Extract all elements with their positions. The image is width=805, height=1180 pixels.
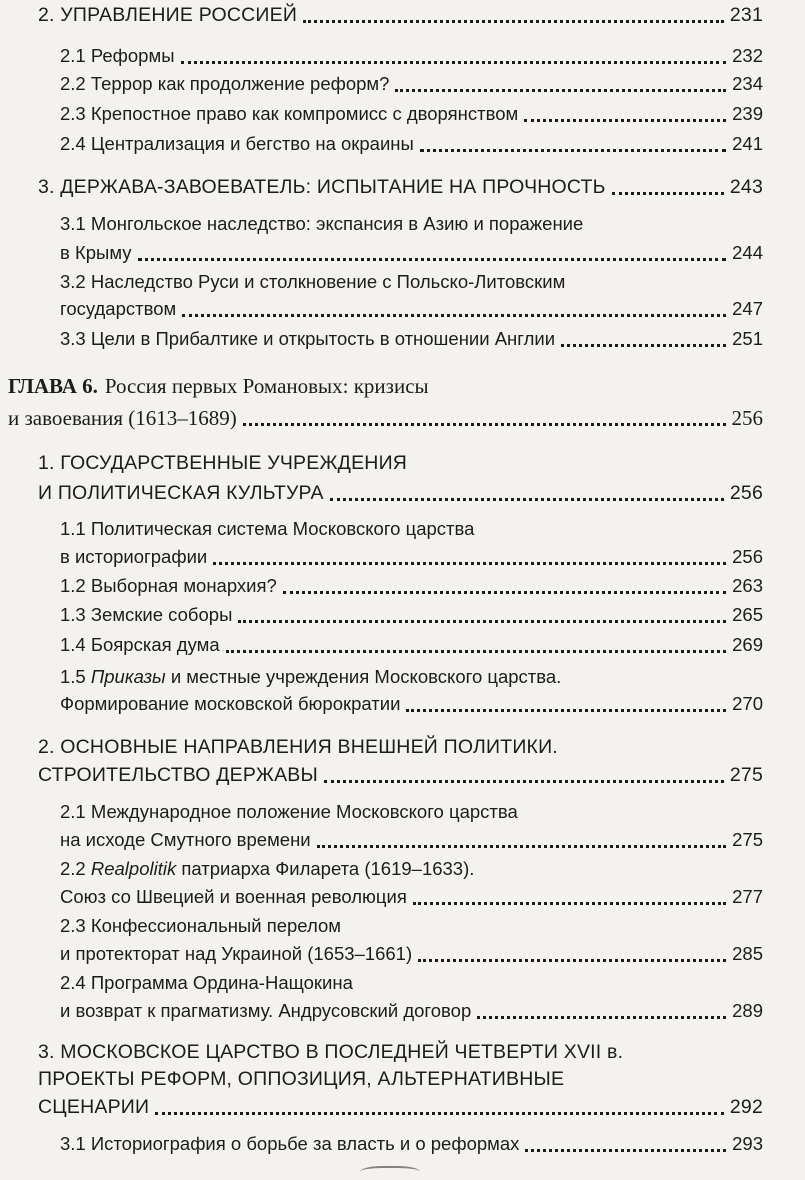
toc-entry-title: и местные учреждения Московского царства.	[165, 666, 562, 687]
leader-dots	[303, 20, 724, 23]
toc-entry-subsection-line1[interactable]	[60, 858, 763, 880]
toc-page-number: 256	[731, 406, 763, 430]
toc-entry-title-cont: Формирование московской бюрократии	[60, 693, 401, 714]
toc-entry-subsection[interactable]	[60, 1000, 763, 1022]
leader-dots	[418, 959, 726, 962]
toc-page-number: 293	[732, 1133, 763, 1154]
toc-entry-subsection[interactable]	[60, 575, 763, 597]
toc-page-number: 251	[732, 328, 763, 349]
chapter-title-cont: и завоевания (1613–1689)	[8, 406, 237, 430]
toc-entry-section[interactable]	[38, 764, 763, 787]
toc-entry-title-cont: Союз со Швецией и военная революция	[60, 886, 407, 907]
toc-entry-subsection[interactable]	[60, 886, 763, 908]
leader-dots	[243, 423, 726, 426]
toc-entry-subsection[interactable]	[60, 242, 763, 264]
toc-page-number: 244	[732, 242, 763, 263]
leader-dots	[395, 89, 726, 92]
toc-entry-section[interactable]	[38, 482, 763, 505]
toc-page-number: 234	[732, 73, 763, 94]
leader-dots	[182, 314, 726, 317]
toc-entry-subsection[interactable]	[60, 829, 763, 851]
toc-entry-title: 1.1 Политическая система Московского царства	[60, 518, 475, 539]
toc-page-number: 239	[732, 103, 763, 124]
toc-page-number: 269	[732, 634, 763, 655]
toc-entry-subsection[interactable]	[60, 546, 763, 568]
toc-page-number: 270	[732, 693, 763, 714]
leader-dots	[283, 591, 726, 594]
toc-entry-title: 3. МОСКОВСКОЕ ЦАРСТВО В ПОСЛЕДНЕЙ ЧЕТВЕРТИ XVII в.	[38, 1041, 624, 1063]
toc-entry-title: 2.2 Террор как продолжение реформ?	[60, 73, 390, 94]
toc-entry-title: 2.4 Программа Ордина-Нащокина	[60, 972, 353, 993]
leader-dots	[525, 1149, 726, 1152]
toc-entry-subsection[interactable]	[60, 298, 763, 320]
leader-dots	[317, 845, 726, 848]
leader-dots	[477, 1016, 726, 1019]
toc-entry-title-cont: государством	[60, 298, 177, 319]
toc-entry-title: 2.1 Международное положение Московского царства	[60, 801, 518, 822]
leader-dots	[406, 709, 726, 712]
toc-page-number: 265	[732, 604, 763, 625]
toc-entry-title: 1.3 Земские соборы	[60, 604, 233, 625]
toc-page-number: 232	[732, 45, 763, 66]
toc-entry-number: 1.5	[60, 666, 91, 687]
leader-dots	[612, 192, 724, 195]
chapter-label: ГЛАВА 6.	[8, 374, 98, 398]
toc-entry-italic-term: Realpolitik	[90, 858, 177, 879]
toc-entry-subsection[interactable]	[60, 634, 763, 656]
toc-entry-title-cont: в Крыму	[60, 242, 132, 263]
toc-entry-title-cont: в историографии	[60, 546, 208, 567]
toc-entry-section[interactable]	[38, 176, 763, 199]
toc-page-number: 275	[732, 829, 763, 850]
toc-entry-number: 2.2	[60, 858, 91, 879]
toc-entry-subsection[interactable]	[60, 943, 763, 965]
leader-dots	[138, 258, 727, 261]
toc-entry-section-line2[interactable]	[38, 1068, 763, 1091]
toc-page-number: 275	[729, 764, 763, 786]
toc-entry-subsection[interactable]	[60, 1133, 763, 1155]
leader-dots	[413, 902, 726, 905]
toc-entry-subsection-line1[interactable]	[60, 271, 763, 293]
toc-page-number: 243	[729, 176, 763, 198]
toc-entry-title: 2.3 Конфессиональный перелом	[60, 915, 341, 936]
toc-entry-section[interactable]	[38, 4, 763, 27]
toc-entry-title-cont: на исходе Смутного времени	[60, 829, 311, 850]
leader-dots	[238, 620, 726, 623]
toc-entry-title-cont: и возврат к прагматизму. Андрусовский договор	[60, 1000, 472, 1021]
toc-page-number: 256	[729, 482, 763, 504]
toc-entry-italic-term: Приказы	[90, 666, 166, 687]
toc-entry-title: 2.4 Централизация и бегство на окраины	[60, 133, 414, 154]
toc-entry-title-cont: СЦЕНАРИИ	[38, 1096, 150, 1118]
toc-entry-subsection[interactable]	[60, 45, 763, 67]
toc-entry-title: 2.1 Реформы	[60, 45, 175, 66]
toc-entry-title: патриарха Филарета (1619–1633).	[176, 858, 475, 879]
toc-entry-section-line1[interactable]	[38, 1041, 763, 1064]
toc-chapter-line1[interactable]	[8, 374, 763, 399]
toc-entry-subsection[interactable]	[60, 133, 763, 155]
leader-dots	[226, 650, 726, 653]
leader-dots	[213, 562, 726, 565]
toc-page-number: 292	[729, 1096, 763, 1118]
toc-entry-subsection-line1[interactable]	[60, 915, 763, 937]
leader-dots	[155, 1112, 724, 1115]
toc-entry-subsection[interactable]	[60, 103, 763, 125]
toc-entry-subsection-line1[interactable]	[60, 213, 763, 235]
toc-entry-title: 3.1 Историография о борьбе за власть и о реформах	[60, 1133, 520, 1154]
leader-dots	[561, 344, 726, 347]
toc-page-number: 247	[732, 298, 763, 319]
leader-dots	[420, 149, 726, 152]
toc-entry-section-line1[interactable]	[38, 452, 763, 475]
toc-entry-title: 2. УПРАВЛЕНИЕ РОССИЕЙ	[38, 4, 298, 26]
toc-page-number: 277	[732, 886, 763, 907]
toc-entry-subsection-line1[interactable]	[60, 518, 763, 540]
toc-chapter[interactable]	[8, 406, 763, 431]
toc-entry-subsection[interactable]	[60, 73, 763, 95]
toc-page-number: 289	[732, 1000, 763, 1021]
toc-entry-section[interactable]	[38, 1096, 763, 1119]
leader-dots	[181, 61, 727, 64]
toc-entry-title: 3.2 Наследство Руси и столкновение с Польско-Литовским	[60, 271, 566, 292]
toc-entry-subsection[interactable]	[60, 604, 763, 626]
toc-entry-title: 3.1 Монгольское наследство: экспансия в Азию и поражение	[60, 213, 584, 234]
toc-page-number: 285	[732, 943, 763, 964]
toc-entry-title-cont: ПРОЕКТЫ РЕФОРМ, ОППОЗИЦИЯ, АЛЬТЕРНАТИВНЫЕ	[38, 1068, 565, 1090]
toc-page-number: 263	[732, 575, 763, 596]
toc-entry-title: 3. ДЕРЖАВА-ЗАВОЕВАТЕЛЬ: ИСПЫТАНИЕ НА ПРОЧНОСТЬ	[38, 176, 606, 198]
toc-entry-title: 1. ГОСУДАРСТВЕННЫЕ УЧРЕЖДЕНИЯ	[38, 452, 408, 474]
toc-entry-subsection-line1[interactable]	[60, 972, 763, 994]
toc-page-number: 256	[732, 546, 763, 567]
toc-page-number: 231	[729, 4, 763, 26]
toc-entry-subsection[interactable]	[60, 328, 763, 350]
toc-entry-subsection-line1[interactable]	[60, 666, 763, 688]
toc-entry-title-cont: И ПОЛИТИЧЕСКАЯ КУЛЬТУРА	[38, 482, 324, 504]
leader-dots	[524, 119, 726, 122]
toc-entry-title-cont: и протекторат над Украиной (1653–1661)	[60, 943, 413, 964]
toc-entry-title: 1.2 Выборная монархия?	[60, 575, 277, 596]
toc-entry-section-line1[interactable]	[38, 736, 763, 759]
toc-entry-title: 1.4 Боярская дума	[60, 634, 220, 655]
toc-entry-subsection-line1[interactable]	[60, 801, 763, 823]
toc-entry-title: 3.3 Цели в Прибалтике и открытость в отношении Англии	[60, 328, 556, 349]
toc-page-number: 241	[732, 133, 763, 154]
leader-dots	[324, 780, 724, 783]
toc-entry-title: 2. ОСНОВНЫЕ НАПРАВЛЕНИЯ ВНЕШНЕЙ ПОЛИТИКИ.	[38, 736, 558, 758]
leader-dots	[330, 498, 724, 501]
toc-entry-title-cont: СТРОИТЕЛЬСТВО ДЕРЖАВЫ	[38, 764, 318, 786]
toc-entry-subsection[interactable]	[60, 693, 763, 715]
chapter-title: Россия первых Романовых: кризисы	[104, 374, 429, 398]
toc-entry-title: 2.3 Крепостное право как компромисс с дворянством	[60, 103, 519, 124]
